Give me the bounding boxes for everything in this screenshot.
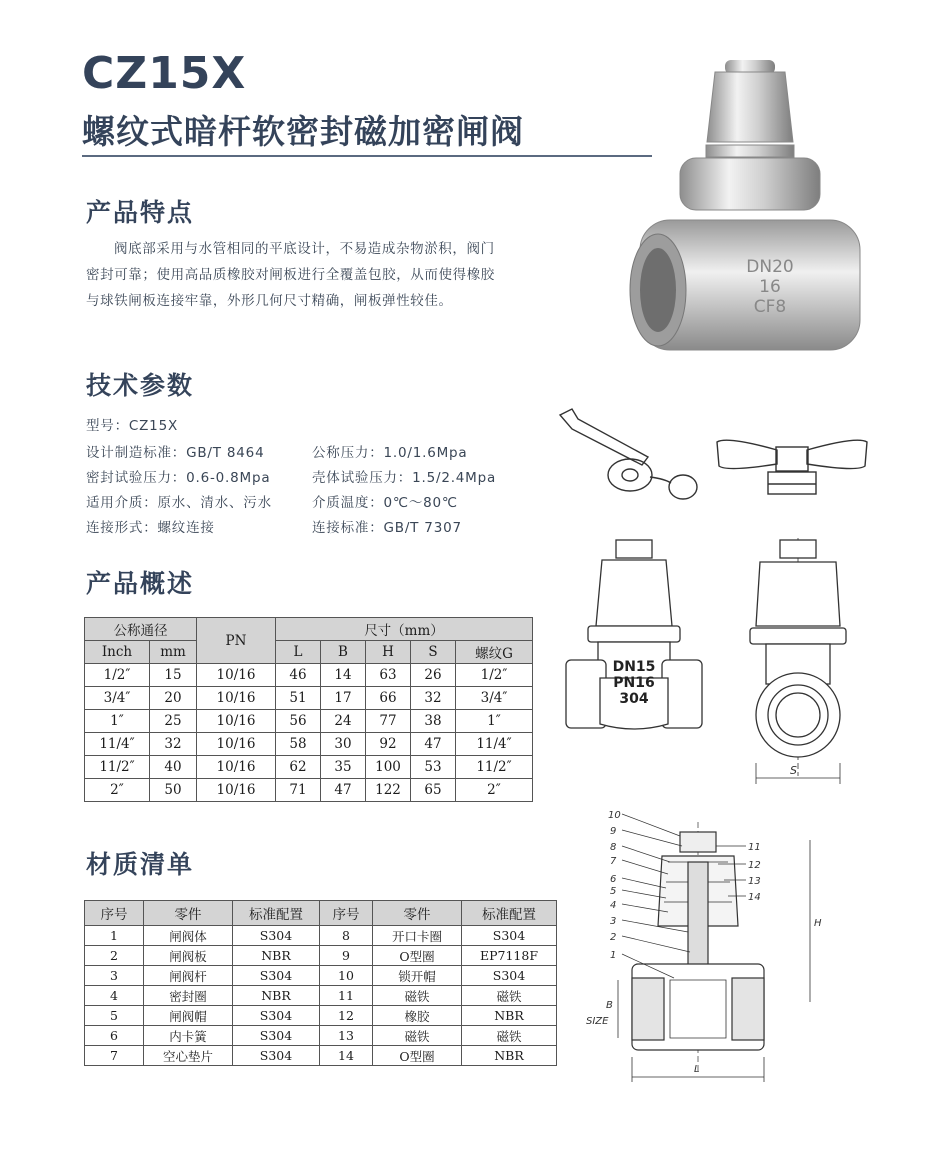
cell-h: 63: [366, 664, 411, 687]
cell-std: S304: [462, 966, 557, 986]
cell-no: 2: [85, 946, 144, 966]
cell-s: 32: [411, 687, 456, 710]
cell-part: 内卡簧: [144, 1026, 233, 1046]
section-cap: [680, 832, 716, 852]
wing-key-drawing: [712, 432, 872, 507]
cell-h: 100: [366, 756, 411, 779]
header-part: 零件: [144, 901, 233, 926]
callout-3: 3: [610, 916, 617, 927]
spec-nominal-pressure: 公称压力：1.0/1.6Mpa: [312, 445, 468, 461]
header-part: 零件: [373, 901, 462, 926]
cell-part: O型圈: [373, 1046, 462, 1066]
table-row: [85, 1006, 557, 1026]
cap-body: [707, 72, 793, 142]
spec-connection: 连接形式：螺纹连接: [86, 520, 215, 536]
header-thread: 螺纹G: [456, 641, 533, 664]
cell-pn: 10/16: [197, 756, 276, 779]
front-marking-material: 304: [619, 691, 649, 707]
cell-std: 磁铁: [462, 1026, 557, 1046]
table-header-row: [85, 641, 533, 664]
cell-std: EP7118F: [462, 946, 557, 966]
header-no: 序号: [320, 901, 373, 926]
cell-no: 3: [85, 966, 144, 986]
cell-pn: 10/16: [197, 687, 276, 710]
section-drawing: [578, 802, 828, 1092]
product-photo: [620, 50, 880, 380]
spec-connection-standard: 连接标准：GB/T 7307: [312, 520, 462, 536]
cell-std: NBR: [233, 986, 320, 1006]
header-std: 标准配置: [462, 901, 557, 926]
cell-mm: 50: [150, 779, 197, 802]
table-row: [85, 664, 533, 687]
cell-part: 开口卡圈: [373, 926, 462, 946]
cell-thread: 1″: [456, 710, 533, 733]
cell-inch: 11/4″: [85, 733, 150, 756]
cell-no: 11: [320, 986, 373, 1006]
cell-h: 77: [366, 710, 411, 733]
header-h: H: [366, 641, 411, 664]
cell-b: 30: [321, 733, 366, 756]
title-divider: [82, 155, 652, 157]
cell-no: 1: [85, 926, 144, 946]
cell-h: 92: [366, 733, 411, 756]
cell-mm: 15: [150, 664, 197, 687]
cell-part: 密封圈: [144, 986, 233, 1006]
wing-left: [717, 440, 777, 468]
cell-thread: 3/4″: [456, 687, 533, 710]
cell-b: 47: [321, 779, 366, 802]
header-mm: mm: [150, 641, 197, 664]
table-row: [85, 710, 533, 733]
bonnet: [680, 158, 820, 210]
cell-h: 66: [366, 687, 411, 710]
cell-l: 58: [276, 733, 321, 756]
callout-4: 4: [610, 900, 617, 911]
key-handle: [560, 409, 648, 465]
table-row: [85, 1026, 557, 1046]
cell-l: 46: [276, 664, 321, 687]
cell-l: 51: [276, 687, 321, 710]
cell-s: 47: [411, 733, 456, 756]
cell-std: S304: [233, 1006, 320, 1026]
cell-part: 闸阀帽: [144, 1006, 233, 1026]
dim-s-label: S: [790, 764, 797, 777]
front-marking-dn: DN15: [612, 659, 656, 675]
cell-mm: 32: [150, 733, 197, 756]
table-row: [85, 986, 557, 1006]
cell-mm: 20: [150, 687, 197, 710]
cell-no: 14: [320, 1046, 373, 1066]
dim-l-label: L: [694, 1064, 700, 1075]
cell-std: NBR: [462, 1046, 557, 1066]
cell-b: 17: [321, 687, 366, 710]
features-text: 阀底部采用与水管相同的平底设计，不易造成杂物淤积，阀门密封可靠；使用高品质橡胶对闸板进行全覆盖包胶，从而使得橡胶与球铁闸板连接牢靠，外形几何尺寸精确，闸板弹性较佳。: [86, 241, 495, 309]
dim-h-label: H: [814, 918, 822, 929]
callout-6: 6: [610, 874, 617, 885]
side-view-drawing: [738, 538, 858, 788]
overview-heading: 产品概述: [86, 569, 195, 598]
cell-std: S304: [462, 926, 557, 946]
cell-part: 磁铁: [373, 986, 462, 1006]
header-no: 序号: [85, 901, 144, 926]
callout-5: 5: [610, 886, 617, 897]
cell-no: 7: [85, 1046, 144, 1066]
cell-s: 38: [411, 710, 456, 733]
cell-b: 35: [321, 756, 366, 779]
cell-std: S304: [233, 1046, 320, 1066]
dim-b-label: B: [606, 1000, 613, 1011]
front-marking-pn: PN16: [613, 675, 655, 691]
cell-part: 闸阀板: [144, 946, 233, 966]
front-view-drawing: [560, 538, 710, 738]
side-cap: [756, 562, 840, 626]
callout-9: 9: [610, 826, 617, 837]
cell-inch: 11/2″: [85, 756, 150, 779]
cell-part: 空心垫片: [144, 1046, 233, 1066]
header-std: 标准配置: [233, 901, 320, 926]
photo-marking-pn: 16: [759, 277, 781, 297]
specs-heading: 技术参数: [86, 371, 195, 400]
table-row: [85, 926, 557, 946]
cell-b: 24: [321, 710, 366, 733]
key-ring: [608, 459, 652, 491]
cell-no: 12: [320, 1006, 373, 1026]
cell-no: 4: [85, 986, 144, 1006]
model-title: CZ15X: [82, 48, 247, 99]
cell-s: 65: [411, 779, 456, 802]
cell-pn: 10/16: [197, 733, 276, 756]
callout-7: 7: [610, 856, 617, 867]
key-tool-drawing: [555, 405, 715, 515]
cell-l: 71: [276, 779, 321, 802]
cell-std: S304: [233, 966, 320, 986]
spec-seal-test: 密封试验压力：0.6-0.8Mpa: [86, 470, 271, 486]
cell-inch: 1/2″: [85, 664, 150, 687]
cell-l: 62: [276, 756, 321, 779]
cell-std: NBR: [233, 946, 320, 966]
cell-pn: 10/16: [197, 779, 276, 802]
cell-no: 9: [320, 946, 373, 966]
cell-part: O型圈: [373, 946, 462, 966]
header-s: S: [411, 641, 456, 664]
cell-part: 闸阀体: [144, 926, 233, 946]
cell-inch: 3/4″: [85, 687, 150, 710]
cell-mm: 25: [150, 710, 197, 733]
cell-inch: 2″: [85, 779, 150, 802]
header-pn: PN: [197, 618, 276, 664]
cell-std: 磁铁: [462, 986, 557, 1006]
cell-std: S304: [233, 926, 320, 946]
cell-no: 5: [85, 1006, 144, 1026]
cell-l: 56: [276, 710, 321, 733]
callout-12: 12: [748, 860, 761, 871]
cell-std: NBR: [462, 1006, 557, 1026]
spec-medium: 适用介质：原水、清水、污水: [86, 495, 272, 511]
side-port-inner: [776, 693, 820, 737]
cell-no: 10: [320, 966, 373, 986]
table-row: [85, 687, 533, 710]
cell-thread: 11/2″: [456, 756, 533, 779]
cell-pn: 10/16: [197, 710, 276, 733]
cell-thread: 1/2″: [456, 664, 533, 687]
table-row: [85, 733, 533, 756]
table-row: [85, 1046, 557, 1066]
callout-1: 1: [610, 950, 617, 961]
header-size: 尺寸（mm）: [276, 618, 533, 641]
table-row: [85, 756, 533, 779]
header-inch: Inch: [85, 641, 150, 664]
callout-8: 8: [610, 842, 617, 853]
header-nominal: 公称通径: [85, 618, 197, 641]
table-row: [85, 779, 533, 802]
cell-thread: 2″: [456, 779, 533, 802]
table-header-row: [85, 901, 557, 926]
callout-13: 13: [748, 876, 761, 887]
materials-heading: 材质清单: [86, 850, 195, 879]
spec-model: 型号：CZ15X: [86, 418, 179, 434]
dim-size-label: SIZE: [586, 1016, 609, 1027]
callout-10: 10: [608, 810, 621, 821]
wing-right: [807, 440, 867, 468]
table-row: [85, 966, 557, 986]
features-heading: 产品特点: [86, 198, 195, 227]
key-loop: [669, 475, 697, 499]
spec-temperature: 介质温度：0℃～80℃: [312, 495, 458, 511]
photo-marking-material: CF8: [753, 297, 787, 317]
cell-std: S304: [233, 1026, 320, 1046]
photo-marking-dn: DN20: [746, 257, 794, 277]
cell-no: 13: [320, 1026, 373, 1046]
table-row: [85, 946, 557, 966]
cell-thread: 11/4″: [456, 733, 533, 756]
cell-no: 6: [85, 1026, 144, 1046]
spec-standard: 设计制造标准：GB/T 8464: [86, 445, 265, 461]
cell-mm: 40: [150, 756, 197, 779]
callout-14: 14: [748, 892, 761, 903]
table-header-row: [85, 618, 533, 641]
header-l: L: [276, 641, 321, 664]
cell-s: 53: [411, 756, 456, 779]
cell-h: 122: [366, 779, 411, 802]
materials-table: [84, 900, 557, 1066]
cell-s: 26: [411, 664, 456, 687]
section-stem: [688, 862, 708, 980]
front-cap: [596, 560, 672, 626]
cell-b: 14: [321, 664, 366, 687]
cell-part: 橡胶: [373, 1006, 462, 1026]
product-subtitle: 螺纹式暗杆软密封磁加密闸阀: [82, 112, 524, 151]
cell-inch: 1″: [85, 710, 150, 733]
cell-pn: 10/16: [197, 664, 276, 687]
cell-part: 闸阀杆: [144, 966, 233, 986]
dimensions-table: [84, 617, 533, 802]
callout-2: 2: [610, 932, 617, 943]
cell-no: 8: [320, 926, 373, 946]
spec-shell-test: 壳体试验压力：1.5/2.4Mpa: [312, 470, 497, 486]
callout-11: 11: [748, 842, 761, 853]
cell-part: 磁铁: [373, 1026, 462, 1046]
header-b: B: [321, 641, 366, 664]
cell-part: 锁开帽: [373, 966, 462, 986]
